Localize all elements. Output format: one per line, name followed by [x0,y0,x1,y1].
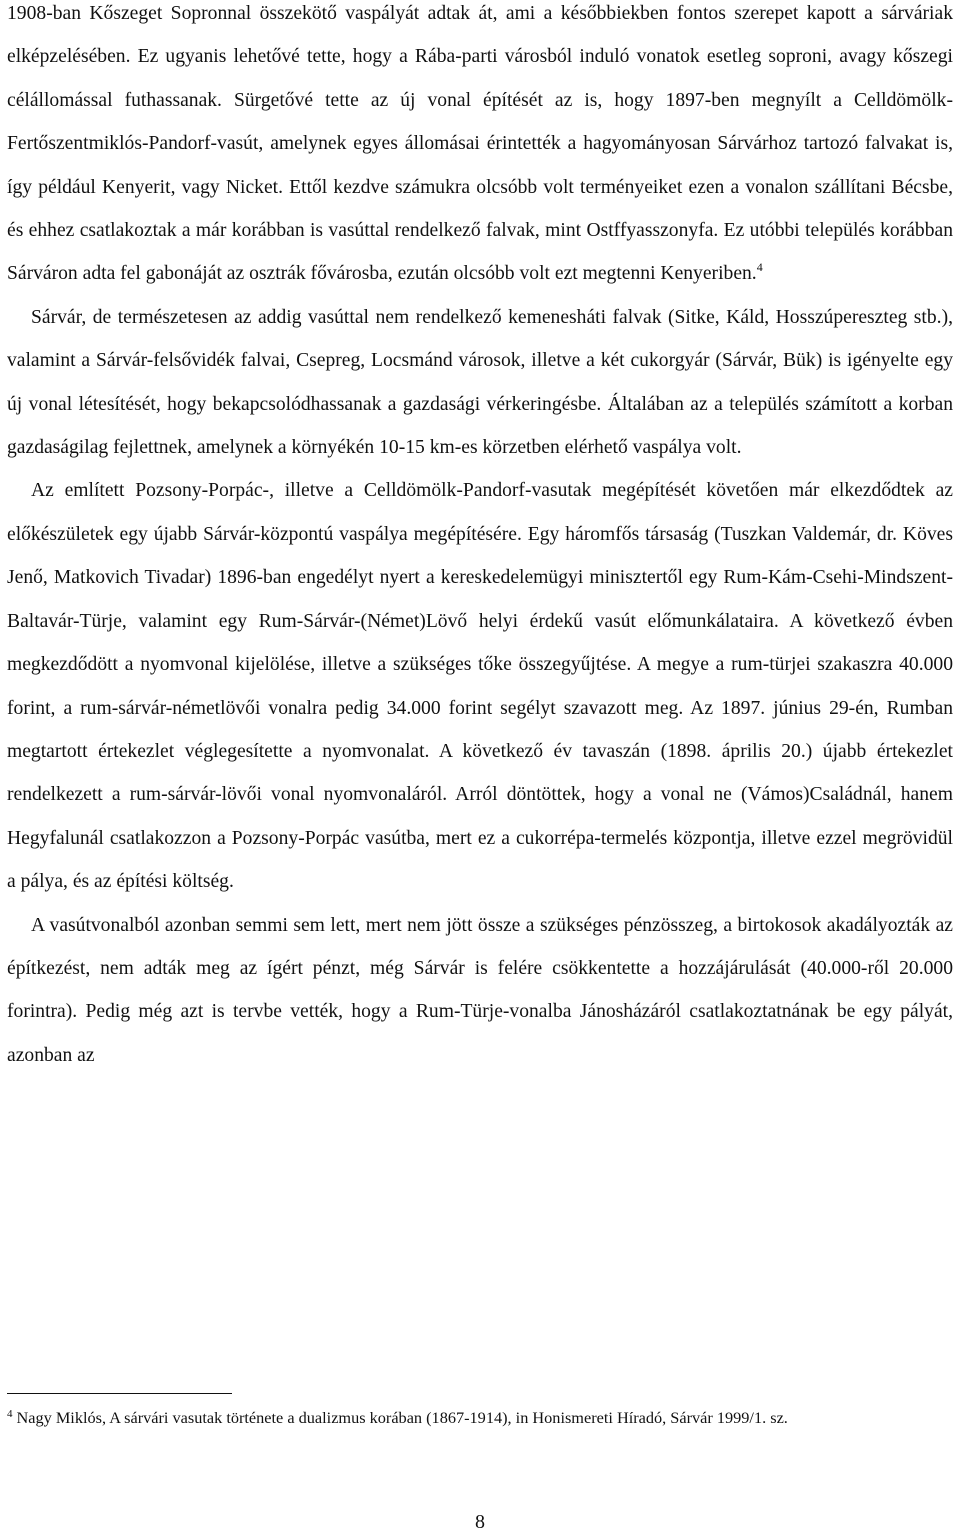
footnote [7,1405,953,1430]
paragraph-3: Az említett Pozsony-Porpác-, illetve a Celldömölk-Pandorf-vasutak megépítését követően már elkezdődtek az előkészületek egy újabb Sárvár-központú vaspálya megépítésére. Egy háromfős társaság (Tuszkan Valdemár, dr. Köves Jenő, Matkovich Tivadar) 1896-ban engedélyt nyert a kereskedelemügyi minisztertől egy Rum-Kám-Csehi-Mindszent-Baltavár-Türje, valamint egy Rum-Sárvár-(Német)Lövő helyi érdekű vasút előmunkálataira. A következő évben megkezdődött a nyomvonal kijelölése, illetve a szükséges tőke összegyűjtése. A megye a rum-türjei szakaszra 40.000 forint, a rum-sárvár-németlövői vonalra pedig 34.000 forint segélyt szavazott meg. Az 1897. június 29-én, Rumban megtartott értekezlet véglegesítette a nyomvonalat. A következő év tavaszán (1898. április 20.) újabb értekezlet rendelkezett a rum-sárvár-lövői vonal nyomvonaláról. Arról döntöttek, hogy a vonal ne (Vámos)Családnál, hanem Hegyfalunál csatlakozzon a Pozsony-Porpác vasútba, mert ez a cukorrépa-termelés központja, illetve ezzel megrövidül a pálya, és az építési költség. [7,480,953,893]
footnote-text: Nagy Miklós, A sárvári vasutak története a dualizmus korában (1867-1914), in Honismereti Híradó, Sárvár 1999/1. sz. [16,1408,788,1427]
footnote-separator [7,1393,232,1394]
footnote-mark: 4 [7,1408,13,1420]
footnote-reference: 4 [756,260,763,275]
paragraph-2: Sárvár, de természetesen az addig vasúttal nem rendelkező kemenesháti falvak (Sitke, Káld, Hosszúpereszteg stb.), valamint a Sárvár-felsővidék falvai, Csepreg, Locsmánd városok, illetve a két cukorgyár (Sárvár, Bük) is igényelte egy új vonal létesítését, hogy bekapcsolódhassanak a gazdasági vérkeringésbe. Általában az a település számított a korban gazdaságilag fejlettnek, amelynek a környékén 10-15 km-es körzetben elérhető vaspálya volt. [7,306,953,459]
paragraph-1-text: 1908-ban Kőszeget Sopronnal összekötő vaspályát adtak át, ami a későbbiekben fontos szerepet kapott a sárváriak elképzelésében. Ez ugyanis lehetővé tette, hogy a Rába-parti városból induló vonatok esetleg soproni, avagy kőszegi célállomással futhassanak. Sürgetővé tette az új vonal építését az is, hogy 1897-ben megnyílt a Celldömölk-Fertőszentmiklós-Pandorf-vasút, amelynek egyes állomásai érintették a hagyományosan Sárvárhoz tartozó falvakat is, így például Kenyerit, vagy Nicket. Ettől kezdve számukra olcsóbb volt terményeiket ezen a vonalon szállítani Bécsbe, és ehhez csatlakoztak a már korábban is vasúttal rendelkező falvak, mint Ostffyasszonyfa. Ez utóbbi település korábban Sárváron adta fel gabonáját az osztrák fővárosba, ezután olcsóbb volt ezt megtenni Kenyeriben. [7,3,953,285]
paragraph-1 [7,0,953,296]
paragraph-4: A vasútvonalból azonban semmi sem lett, mert nem jött össze a szükséges pénzösszeg, a birtokosok akadályozták az építkezést, nem adták meg az ígért pénzt, még Sárvár is felére csökkentette a hozzájárulását (40.000-ről 20.000 forintra). Pedig még azt is tervbe vették, hogy a Rum-Türje-vonalba Jánosházáról csatlakoztatnának be egy pályát, azonban az [7,914,953,1066]
body-text [7,0,953,1077]
page-number: 8 [475,1511,485,1533]
